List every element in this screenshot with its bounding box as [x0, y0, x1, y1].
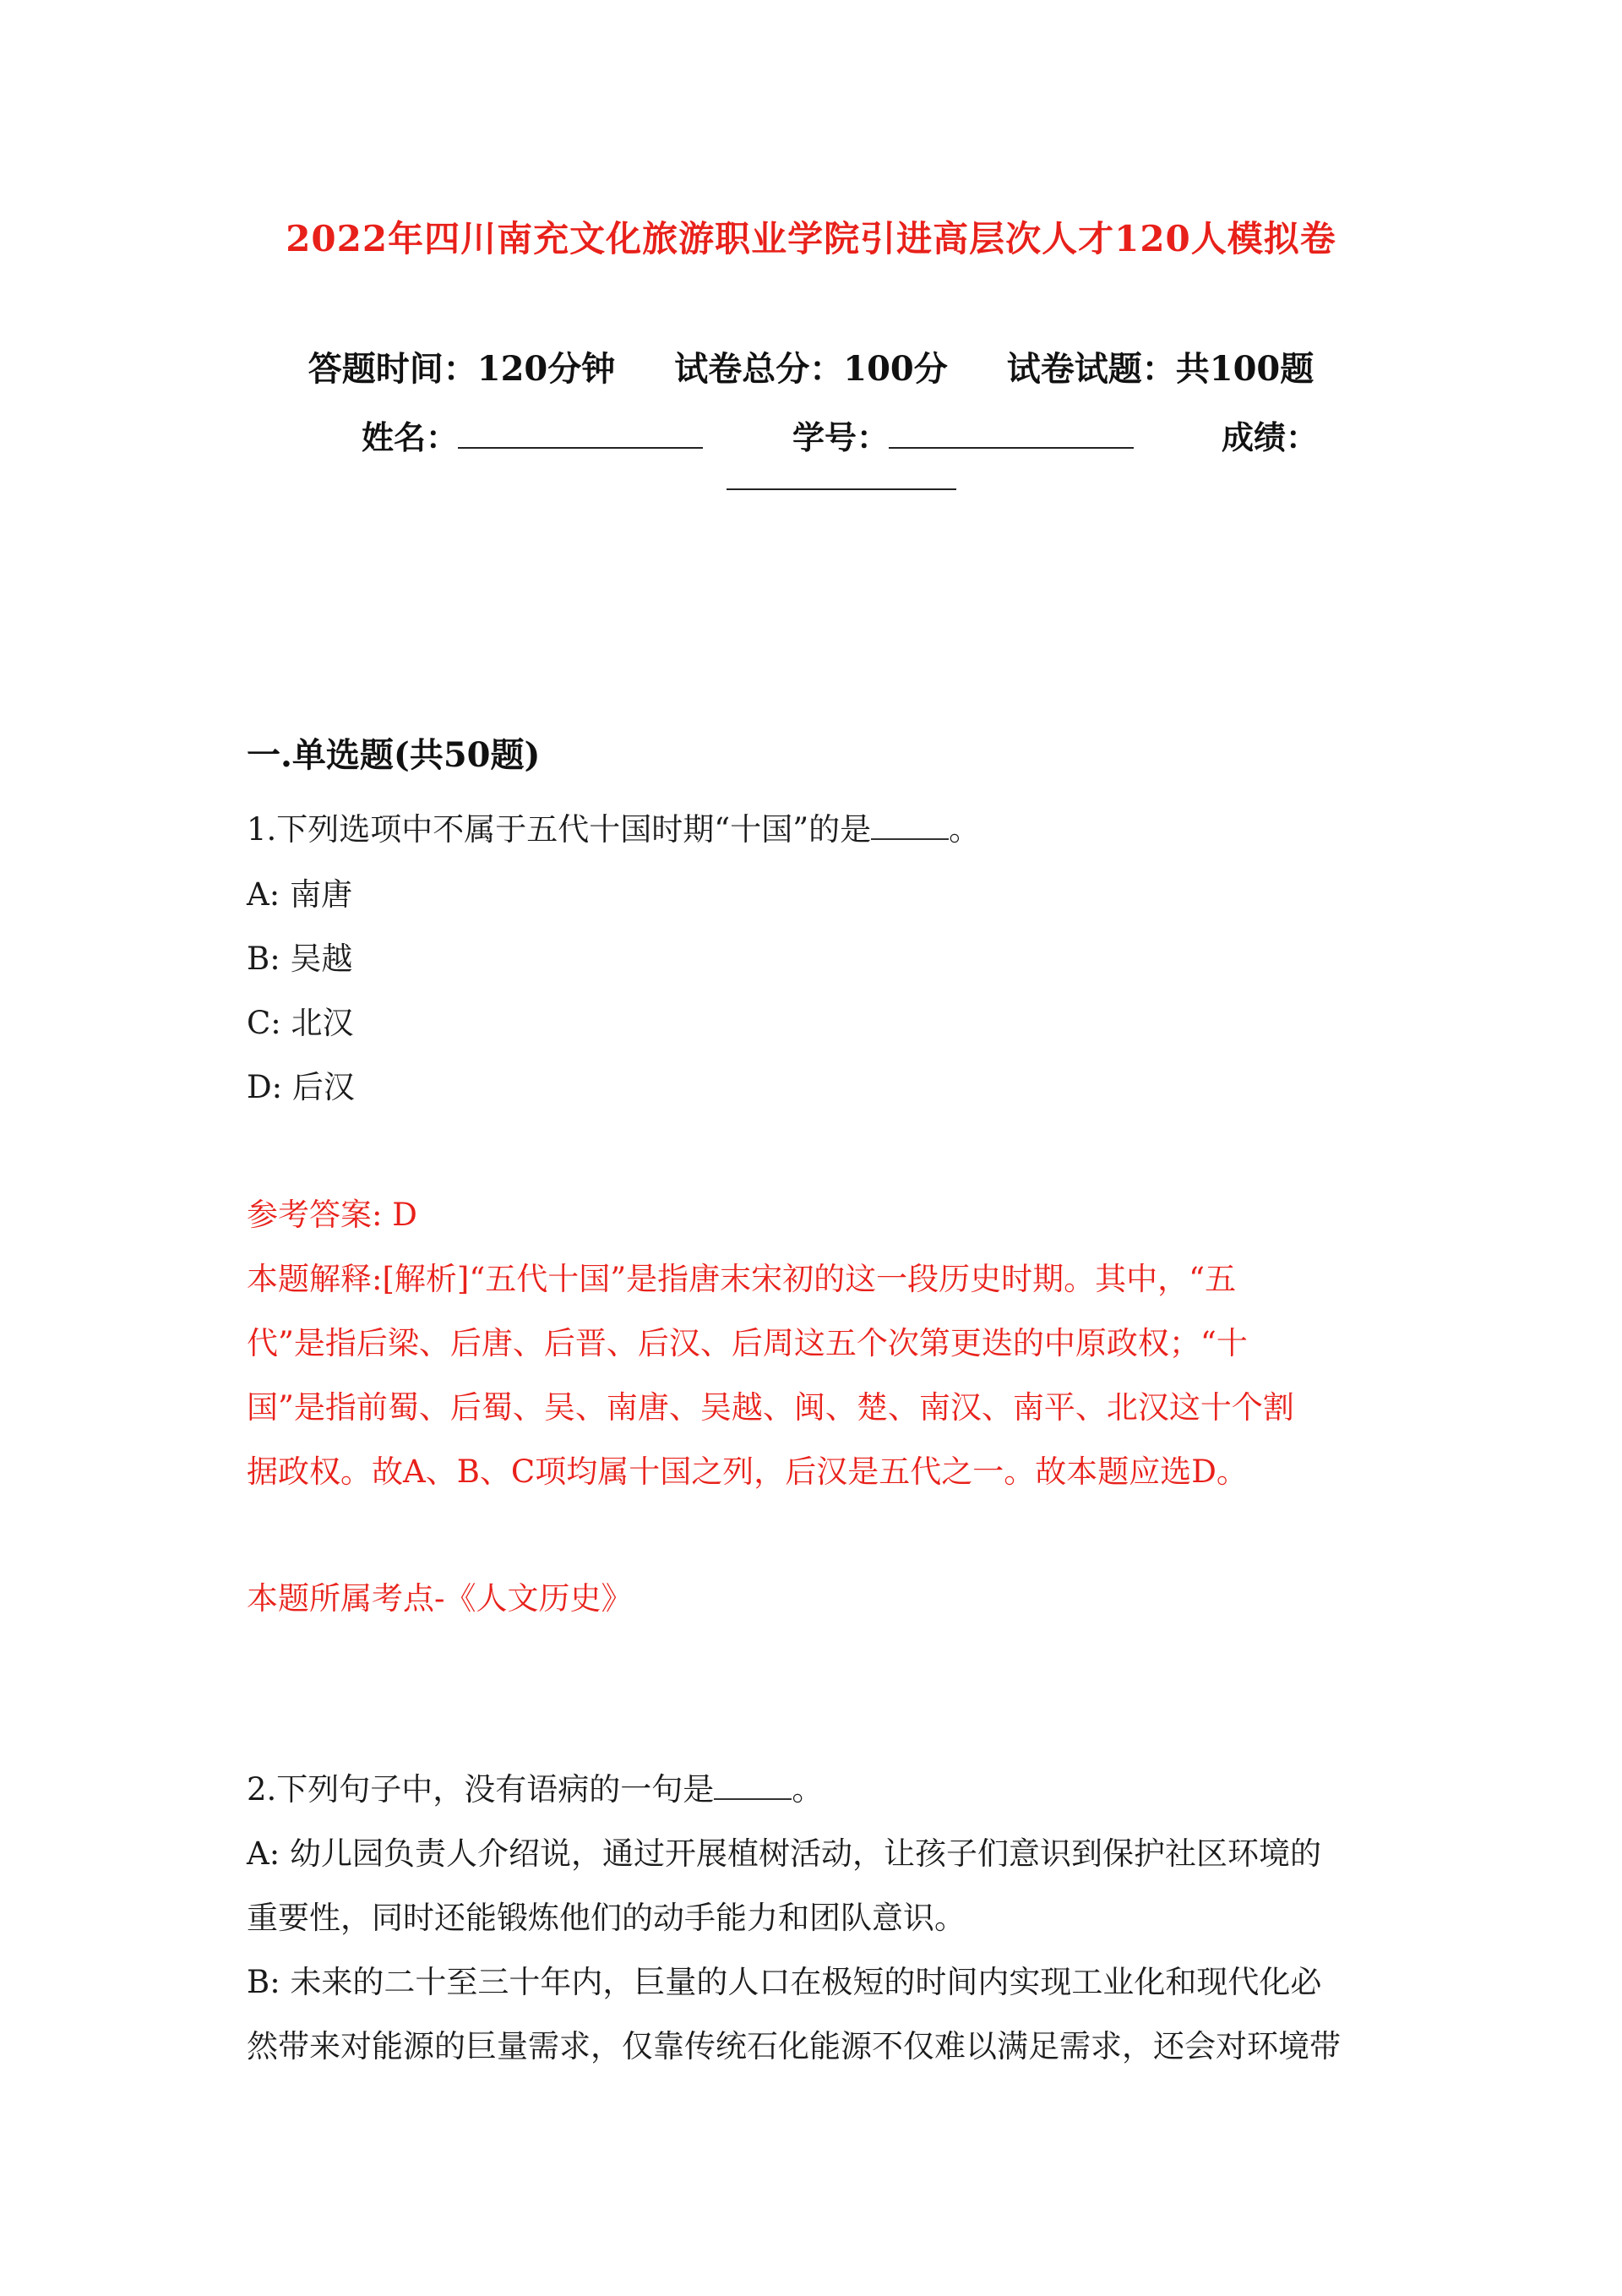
answer-blank: [714, 1770, 792, 1800]
score-field: [1222, 412, 1318, 458]
section-title: 一.单选题(共50题): [247, 735, 541, 775]
question-1-explanation-line: 国”是指前蜀、后蜀、吴、南唐、吴越、闽、楚、南汉、南平、北汉这十个割: [247, 1389, 1294, 1426]
question-2-stem-end: 。: [792, 1771, 824, 1808]
question-1-stem-text: 1.下列选项中不属于五代十国时期“十国”的是: [247, 811, 872, 848]
question-1-option-d: D: 后汉: [247, 1069, 355, 1105]
name-field: [362, 412, 703, 458]
student-id-label: 学号：: [792, 418, 890, 456]
question-1-answer: 参考答案: D: [247, 1197, 417, 1233]
question-1-explanation-line: 本题解释:[解析]“五代十国”是指唐末宋初的这一段历史时期。其中，“五: [247, 1261, 1237, 1297]
question-1-stem-end: 。: [949, 811, 981, 848]
question-1-option-b: B: 吴越: [247, 941, 353, 977]
exam-question-count: 试卷试题：共100题: [1006, 349, 1314, 389]
student-id-blank: [889, 422, 1134, 449]
question-2-option-line: B: 未来的二十至三十年内，巨量的人口在极短的时间内实现工业化和现代化必: [247, 1964, 1322, 2000]
answer-blank: [871, 810, 949, 840]
exam-time: 答题时间：120分钟: [308, 349, 616, 389]
question-2-stem: [247, 1768, 823, 1812]
exam-meta-row: [0, 342, 1622, 390]
question-2-option-line: A: 幼儿园负责人介绍说，通过开展植树活动，让孩子们意识到保护社区环境的: [247, 1835, 1321, 1872]
question-1-option-c: C: 北汉: [247, 1005, 354, 1041]
question-2-stem-text: 2.下列句子中，没有语病的一句是: [247, 1771, 715, 1808]
student-id-field: [792, 412, 1134, 458]
question-1-explanation-line: 据政权。故A、B、C项均属十国之列，后汉是五代之一。故本题应选D。: [247, 1453, 1248, 1490]
score-label: 成绩：: [1222, 418, 1319, 456]
question-1-stem: [247, 808, 980, 852]
question-1-option-a: A: 南唐: [247, 876, 352, 913]
exam-title: 2022年四川南充文化旅游职业学院引进高层次人才120人模拟卷: [286, 218, 1336, 259]
name-blank: [458, 422, 703, 449]
question-2-option-line: 然带来对能源的巨量需求，仅靠传统石化能源不仅难以满足需求，还会对环境带: [247, 2028, 1341, 2064]
exam-total-score: 试卷总分：100分: [674, 349, 948, 389]
question-1-explanation-line: 代”是指后梁、后唐、后晋、后汉、后周这五个次第更迭的中原政权；“十: [247, 1325, 1248, 1361]
question-1-topic: 本题所属考点-《人文历史》: [247, 1580, 633, 1617]
question-2-option-line: 重要性，同时还能锻炼他们的动手能力和团队意识。: [247, 1900, 966, 1936]
name-label: 姓名：: [362, 418, 459, 456]
score-blank: [727, 487, 956, 490]
